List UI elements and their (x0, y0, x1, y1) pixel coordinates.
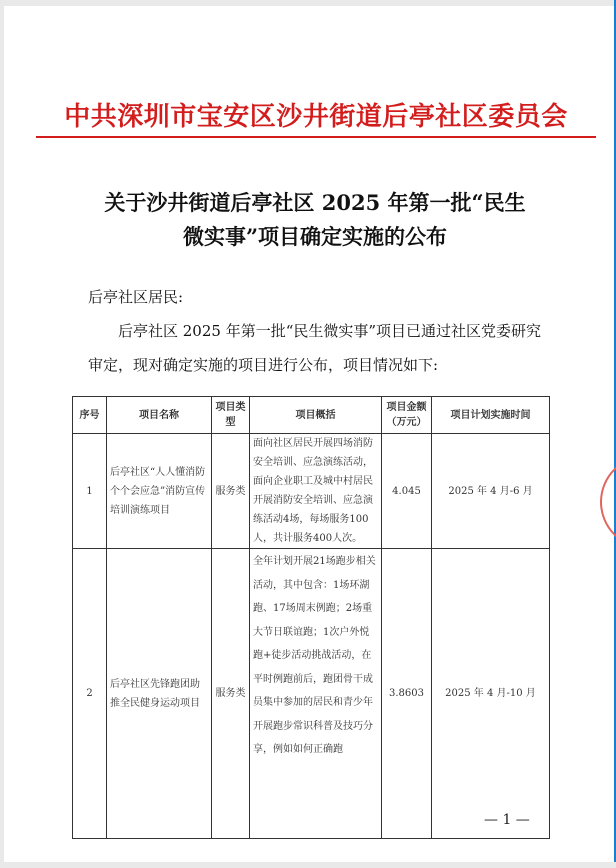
document-title-line-2: 微实事”项目确定实施的公布 (182, 224, 448, 249)
row-summary-cell (250, 549, 382, 839)
project-table (72, 396, 550, 839)
salutation: 后亭社区居民: (88, 288, 184, 306)
header-name: 项目名称 (107, 397, 212, 434)
table-row (73, 434, 550, 549)
row-seq: 2 (73, 549, 107, 839)
body-paragraph: 后亭社区 2025 年第一批“民生微实事”项目已通过社区党委研究审定，现对确定实施的项目进行公布，项目情况如下: (88, 322, 542, 374)
row-schedule: 2025 年 4 月-10 月 (432, 549, 550, 839)
row-summary: 面向社区居民开展四场消防安全培训、应急演练活动，面向企业职工及城中村居民开展消防安全培训、应急演练活动4场，每场服务100人，共计服务400人次。 (250, 434, 382, 549)
row-amount: 3.8603 (382, 549, 432, 839)
official-seal-fragment (600, 455, 616, 549)
row-name: 后亭社区“人人懂消防 个个会应急”消防宣传培训演练项目 (107, 434, 212, 549)
organization-header: 中共深圳市宝安区沙井街道后亭社区委员会 (64, 102, 568, 132)
row-schedule: 2025 年 4 月-6 月 (432, 434, 550, 549)
viewer-frame-bottom (0, 862, 616, 868)
row-seq: 1 (73, 434, 107, 549)
document-title (60, 186, 570, 254)
red-divider-line (36, 136, 596, 138)
row-type: 服务类 (212, 549, 250, 839)
header-type: 项目类型 (212, 397, 250, 434)
viewer-frame-left (0, 0, 4, 868)
row-summary: 全年计划开展21场跑步相关活动，其中包含：1场环湖跑、17场周末例跑；2场重大节日联谊跑；1次户外悦跑+徒步活动挑战活动，在平时例跑前后，跑团骨干成员集中参加的居民和青少年开展跑步常识科普及技巧分享，例如如何正确跑 (253, 556, 376, 755)
table-row (73, 549, 550, 839)
row-amount: 4.045 (382, 434, 432, 549)
row-type: 服务类 (212, 434, 250, 549)
viewer-frame-top (0, 0, 616, 6)
row-name: 后亭社区先锋跑团助推全民健身运动项目 (107, 549, 212, 839)
table-header-row (73, 397, 550, 434)
page-number: — 1 — (484, 812, 530, 828)
header-summary: 项目概括 (250, 397, 382, 434)
header-seq: 序号 (73, 397, 107, 434)
header-schedule: 项目计划实施时间 (432, 397, 550, 434)
document-title-line-1: 关于沙井街道后亭社区 2025 年第一批“民生 (104, 190, 526, 215)
header-amount: 项目金额（万元） (382, 397, 432, 434)
